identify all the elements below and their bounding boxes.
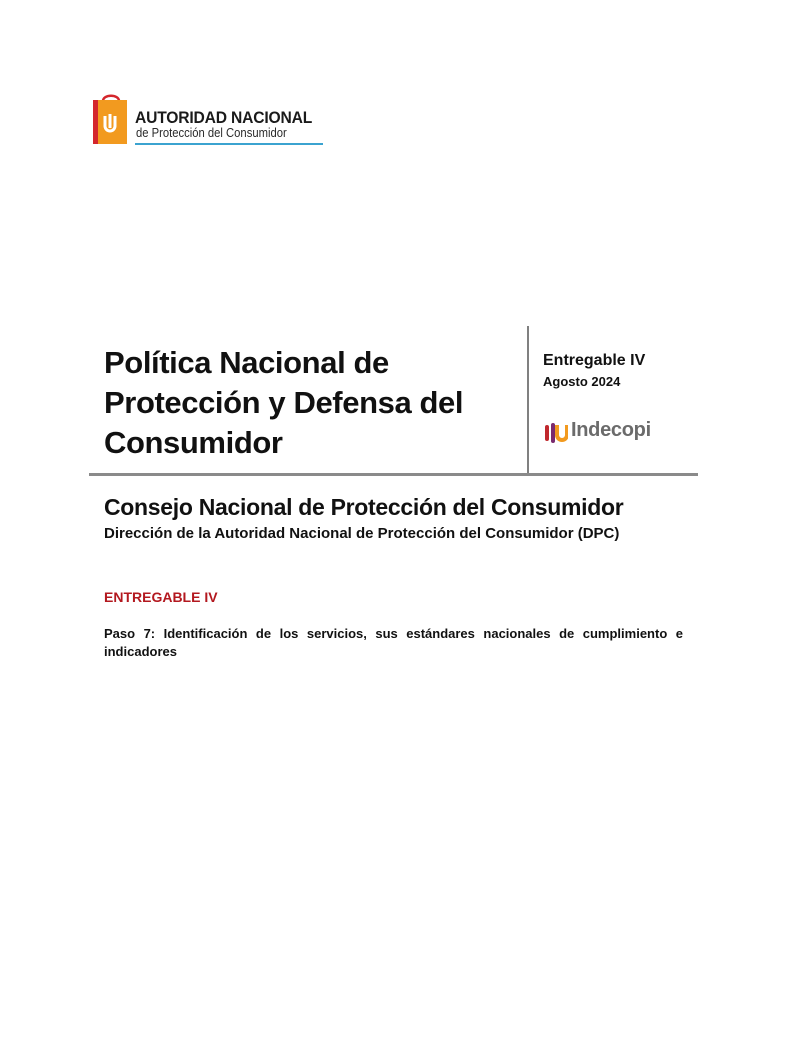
- step-description: Paso 7: Identificación de los servicios, sus estándares nacionales de cumplimiento e indicadores: [104, 626, 683, 659]
- vertical-divider: [527, 326, 529, 474]
- document-title: Política Nacional de Protección y Defensa del Consumidor: [104, 345, 464, 460]
- indecopi-wordmark: Indecopi: [571, 419, 651, 441]
- logo-title: AUTORIDAD NACIONAL: [135, 108, 313, 127]
- council-heading: Consejo Nacional de Protección del Consumidor: [104, 494, 624, 520]
- autoridad-nacional-logo: [93, 92, 333, 148]
- logo-subtitle: de Protección del Consumidor: [136, 126, 287, 140]
- horizontal-divider: [89, 473, 698, 476]
- direction-subheading: Dirección de la Autoridad Nacional de Protección del Consumidor (DPC): [104, 525, 620, 542]
- logo-underline: [135, 143, 323, 145]
- shopping-bag-icon: [93, 92, 133, 146]
- document-date: Agosto 2024: [543, 374, 621, 389]
- deliverable-heading: ENTREGABLE IV: [104, 589, 218, 605]
- indecopi-mark-icon: [544, 419, 568, 447]
- deliverable-label: Entregable IV: [543, 352, 646, 369]
- indecopi-logo: [544, 417, 664, 451]
